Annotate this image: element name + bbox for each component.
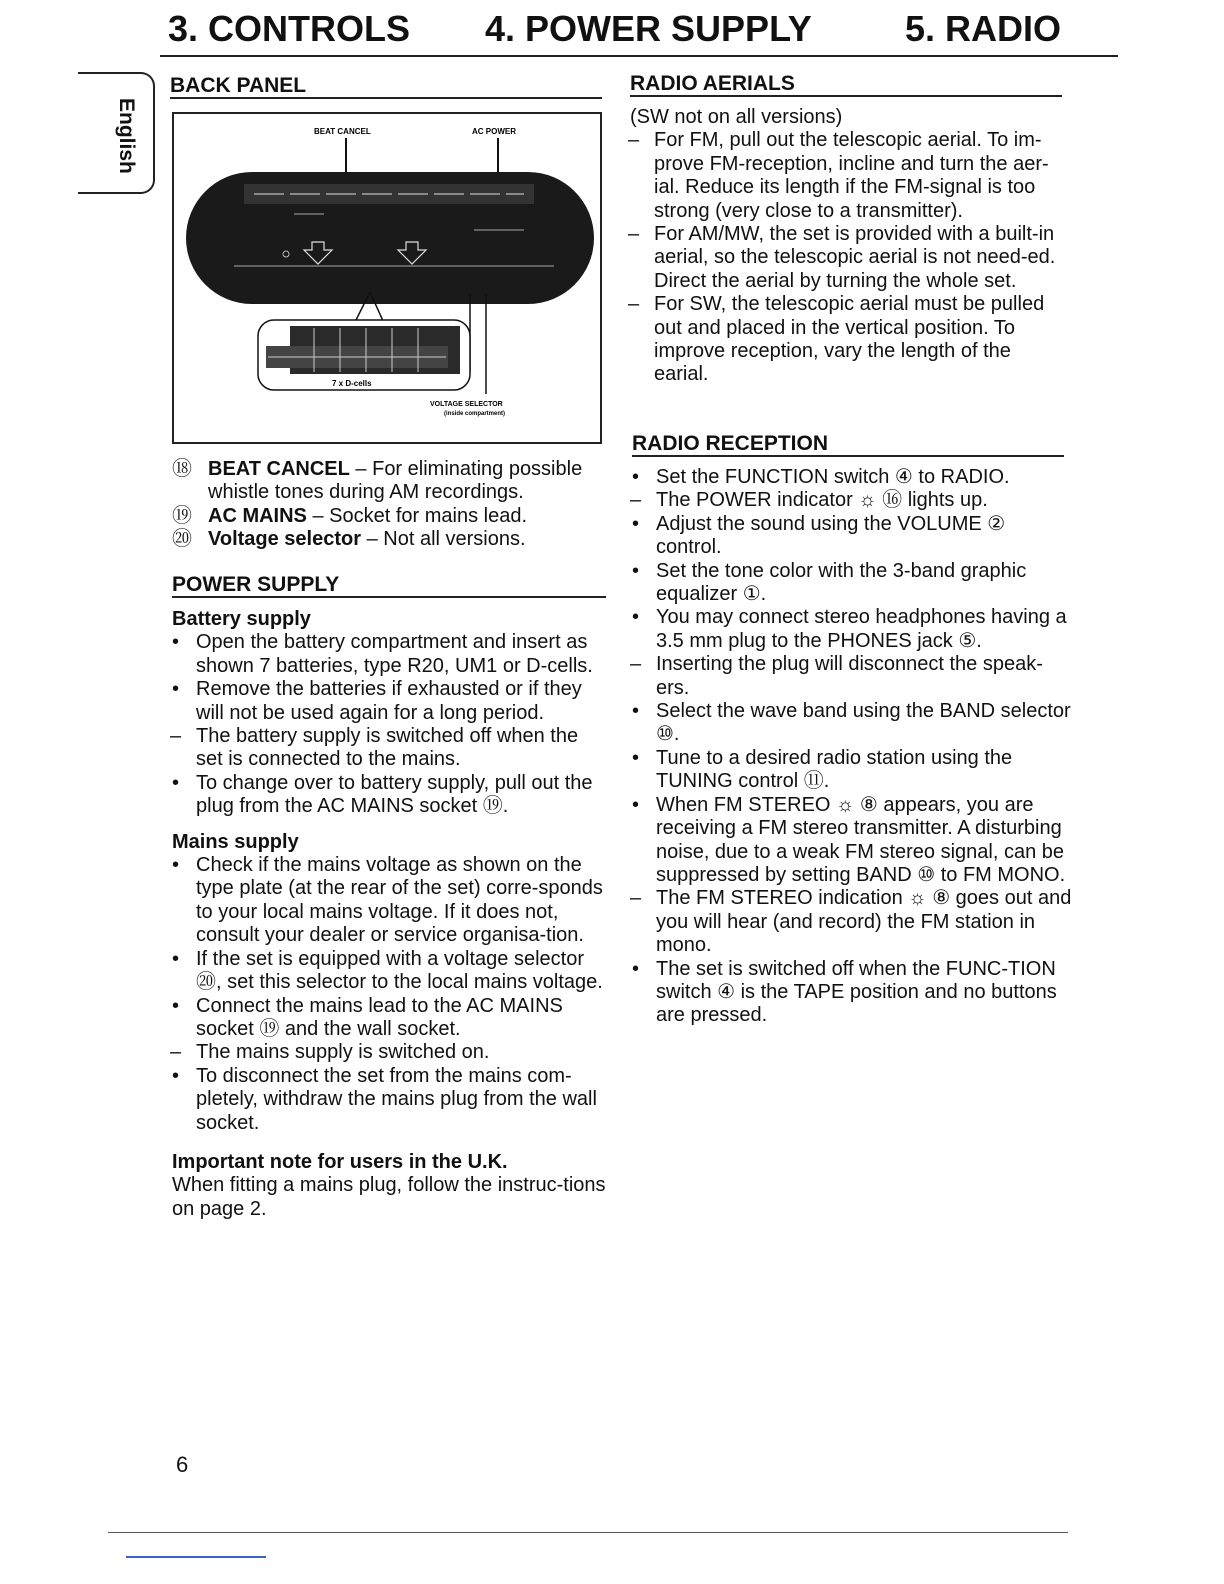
- control-description: – For eliminating possible whistle tones during AM recordings.: [208, 458, 583, 504]
- control-item-ac-mains: [172, 505, 592, 528]
- list-item: • You may connect stereo headphones having a 3.5 mm plug to the PHONES jack ⑤.: [632, 606, 1067, 652]
- header-rule: [160, 55, 1118, 57]
- list-item: – The battery supply is switched off when the set is connected to the mains.: [170, 725, 579, 771]
- list-item: • To change over to battery supply, pull out the plug from the AC MAINS socket ⑲.: [172, 771, 593, 818]
- heading-controls: 3. CONTROLS: [168, 8, 411, 49]
- list-item: – For SW, the telescopic aerial must be pulled out and placed in the vertical position. To improve reception, vary the length of the earial.: [628, 293, 1045, 386]
- radio-reception-rule: [632, 455, 1064, 457]
- footer-rule: [108, 1532, 1068, 1533]
- radio-aerials-title: RADIO AERIALS: [630, 72, 795, 95]
- mains-supply-title: Mains supply: [172, 830, 299, 853]
- list-item: – For AM/MW, the set is provided with a built-in aerial, so the telescopic aerial is not need-ed. Direct the aerial by turning the whole set.: [628, 223, 1056, 292]
- radio-reception-title: RADIO RECEPTION: [632, 432, 829, 455]
- uk-note-text: When fitting a mains plug, follow the instruc-tions on page 2.: [172, 1174, 606, 1220]
- list-item: • When FM STEREO ☼ ⑧ appears, you are receiving a FM stereo transmitter. A disturbing noise, due to a weak FM stereo signal, can be suppressed by setting BAND ⑩ to FM MONO.: [632, 793, 1066, 886]
- back-panel-rule: [170, 97, 602, 99]
- list-item: • Adjust the sound using the VOLUME ② control.: [632, 512, 1006, 559]
- list-item: • Set the tone color with the 3-band graphic equalizer ①.: [632, 559, 1027, 606]
- power-supply-title: POWER SUPPLY: [172, 573, 340, 596]
- control-item-beat-cancel: [172, 458, 592, 505]
- control-item-voltage-selector: [172, 528, 592, 551]
- language-tab-label: English: [115, 98, 138, 174]
- controls-list: [172, 458, 592, 552]
- control-name: AC MAINS: [208, 504, 307, 527]
- list-item: – Inserting the plug will disconnect the speak-ers.: [630, 653, 1043, 699]
- power-supply-rule: [172, 596, 606, 598]
- list-item: – For FM, pull out the telescopic aerial. To im-prove FM-reception, incline and turn the aer-ial. Reduce its length if the FM-signal is too strong (very close to a transmitter).: [628, 129, 1049, 222]
- list-item: • Set the FUNCTION switch ④ to RADIO.: [632, 466, 1010, 488]
- list-item: • If the set is equipped with a voltage selector ⑳, set this selector to the local mains voltage.: [172, 947, 603, 994]
- radio-aerials-body: [630, 106, 1068, 387]
- control-description: – Socket for mains lead.: [306, 504, 527, 527]
- list-item: – The FM STEREO indication ☼ ⑧ goes out and you will hear (and record) the FM station in mono.: [630, 887, 1072, 957]
- back-panel-title: BACK PANEL: [170, 74, 307, 97]
- list-item: • Select the wave band using the BAND selector ⑩.: [632, 700, 1071, 746]
- radio-reception-body: [632, 466, 1072, 1028]
- list-item: • To disconnect the set from the mains com-pletely, withdraw the mains plug from the wall socket.: [172, 1064, 597, 1134]
- back-panel-illustration: [174, 114, 600, 442]
- heading-radio: 5. RADIO: [905, 8, 1062, 49]
- control-number: ⑳: [172, 528, 192, 551]
- list-item: • Remove the batteries if exhausted or if they will not be used again for a long period.: [172, 678, 582, 724]
- figure-label-voltage: VOLTAGE SELECTOR: [430, 401, 503, 408]
- figure-label-beat-cancel: BEAT CANCEL: [314, 127, 371, 136]
- figure-label-ac-power: AC POWER: [472, 127, 516, 136]
- list-item: • Open the battery compartment and insert as shown 7 batteries, type R20, UM1 or D-cells.: [172, 631, 593, 677]
- back-panel-figure: [172, 112, 602, 444]
- control-name: Voltage selector: [208, 528, 362, 551]
- list-item: • Connect the mains lead to the AC MAINS socket ⑲ and the wall socket.: [172, 994, 563, 1040]
- control-description: – Not all versions.: [361, 528, 526, 551]
- list-item: • Tune to a desired radio station using the TUNING control ⑪.: [632, 746, 1013, 793]
- radio-aerials-rule: [630, 95, 1062, 97]
- heading-power-supply: 4. POWER SUPPLY: [485, 8, 812, 49]
- list-item: • Check if the mains voltage as shown on the type plate (at the rear of the set) corre-sponds to your local mains voltage. If it does not, consult your dealer or service organisa-tion.: [172, 854, 603, 947]
- aerials-intro: (SW not on all versions): [630, 106, 843, 128]
- uk-note-title: Important note for users in the U.K.: [172, 1150, 508, 1173]
- control-number: ⑲: [172, 504, 192, 527]
- control-number: ⑱: [172, 458, 192, 480]
- list-item: • The set is switched off when the FUNC-TION switch ④ is the TAPE position and no buttons are pressed.: [632, 957, 1057, 1027]
- footer-mark: [126, 1556, 266, 1558]
- control-name: BEAT CANCEL: [208, 458, 350, 480]
- figure-label-voltage-sub: (inside compartment): [444, 411, 506, 417]
- figure-label-cells: 7 x D-cells: [332, 379, 372, 388]
- list-item: – The mains supply is switched on.: [170, 1041, 490, 1064]
- battery-supply-title: Battery supply: [172, 608, 311, 630]
- page-number: 6: [176, 1452, 189, 1477]
- list-item: – The POWER indicator ☼ ⑯ lights up.: [630, 489, 988, 512]
- power-supply-body: [172, 608, 606, 1221]
